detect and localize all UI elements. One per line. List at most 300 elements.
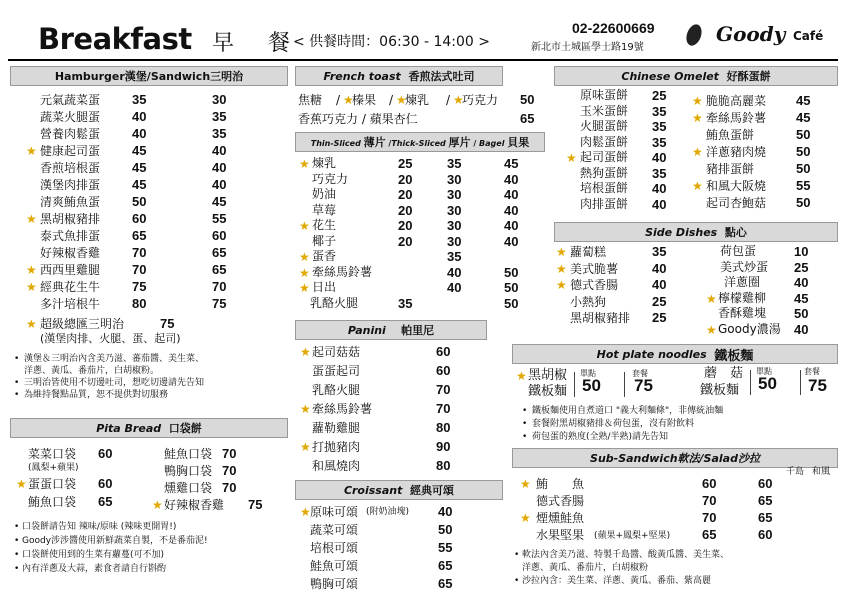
panini-price: 60 bbox=[436, 363, 451, 378]
star-icon: ★ bbox=[516, 369, 527, 383]
thick-en: Thick-Sliced bbox=[391, 139, 446, 148]
star-icon: ★ bbox=[300, 505, 311, 519]
bagel-cn: 貝果 bbox=[507, 136, 530, 149]
burger-price-single: 75 bbox=[132, 279, 147, 294]
french-header bbox=[295, 66, 503, 86]
hotplate-label: 套餐 bbox=[804, 367, 820, 376]
hotplate-label: 套餐 bbox=[632, 369, 648, 378]
burger-name: 香煎培根蛋 bbox=[40, 161, 101, 175]
toast-price: 40 bbox=[504, 202, 519, 218]
omelet-name: 原味蛋餅 bbox=[580, 88, 629, 102]
panini-price: 60 bbox=[436, 344, 451, 359]
star-icon: ★ bbox=[26, 263, 37, 277]
side-name: 美式脆薯 bbox=[570, 261, 619, 276]
omelet-price: 35 bbox=[652, 165, 667, 181]
omelet-price: 40 bbox=[652, 196, 667, 212]
burger-price-single: 60 bbox=[132, 211, 147, 226]
omelet-price: 40 bbox=[652, 181, 667, 196]
burger-price-set: 65 bbox=[212, 245, 227, 260]
pita-name: 鴨胸口袋 bbox=[164, 464, 213, 478]
omelet-name: 肉鬆蛋餅 bbox=[580, 134, 629, 149]
toast-price: 40 bbox=[504, 171, 519, 187]
toast-price: 30 bbox=[447, 187, 462, 202]
omelet-name: 起司蛋餅 bbox=[580, 150, 629, 164]
burger-name: 元氣蔬菜蛋 bbox=[40, 93, 101, 107]
hotplate-price: 75 bbox=[634, 376, 653, 395]
croissant-name: 原味可頌 bbox=[310, 505, 359, 519]
burger-price-single: 70 bbox=[132, 262, 147, 277]
star-icon: ★ bbox=[299, 157, 310, 171]
toast-name: 蛋香 bbox=[312, 249, 337, 263]
burger-note: 為維持餐點品質，恕不提供對切服務 bbox=[24, 390, 169, 400]
side-price: 40 bbox=[652, 277, 667, 292]
french-price: 50 bbox=[520, 92, 535, 107]
omelet-cn: 好酥蛋餅 bbox=[726, 70, 771, 83]
pita-name: 蛋蛋口袋 bbox=[28, 477, 77, 491]
burger-price-single: 50 bbox=[132, 194, 147, 209]
bullet: • bbox=[14, 378, 20, 388]
side-price: 40 bbox=[652, 260, 667, 276]
toast-price: 20 bbox=[398, 171, 413, 187]
omelet-price: 35 bbox=[652, 103, 667, 119]
bullet: • bbox=[14, 564, 20, 574]
omelet-price: 50 bbox=[796, 195, 811, 210]
panini-price: 70 bbox=[436, 382, 451, 397]
star-icon: ★ bbox=[26, 144, 37, 158]
subs-note: 洋蔥、黃瓜、番茄片，白胡椒粉 bbox=[522, 563, 649, 573]
burger-price-set: 35 bbox=[212, 126, 227, 141]
bullet: • bbox=[522, 406, 528, 416]
burger-name: 多汁培根牛 bbox=[40, 297, 101, 311]
side-price: 45 bbox=[794, 290, 809, 306]
bullet: • bbox=[522, 432, 528, 442]
header-address: 新北市土城區學士路19號 bbox=[531, 42, 644, 53]
omelet-price: 50 bbox=[796, 127, 811, 142]
pita-price: 60 bbox=[98, 476, 113, 491]
bullet: • bbox=[514, 576, 520, 586]
burger-price-set: 65 bbox=[212, 262, 227, 277]
side-price: 25 bbox=[652, 293, 667, 309]
omelet-name: 洋蔥豬肉燒 bbox=[706, 145, 767, 159]
burger-price-single: 45 bbox=[132, 177, 147, 192]
side-name: 德式香腸 bbox=[570, 278, 619, 292]
side-name: Goody濃湯 bbox=[718, 321, 781, 336]
divider bbox=[750, 370, 751, 395]
brand-logo: Goody bbox=[716, 22, 786, 46]
panini-price: 80 bbox=[436, 458, 451, 473]
side-price: 40 bbox=[794, 275, 809, 290]
subs-name: 煙燻鮭魚 bbox=[536, 511, 585, 525]
side-name: 香酥雞塊 bbox=[718, 306, 767, 320]
omelet-name: 熱狗蛋餅 bbox=[580, 165, 629, 180]
burger-name: 蔬菜火腿蛋 bbox=[40, 110, 101, 124]
toast-header: Thin-Sliced 薄片 /Thick-Sliced 厚片 / Bagel 貝果 bbox=[295, 132, 545, 152]
side-price: 35 bbox=[652, 244, 667, 259]
side-price: 40 bbox=[794, 321, 809, 337]
burger-note: 洋蔥、黃瓜、番茄片，白胡椒粉。 bbox=[24, 366, 160, 376]
croissant-header bbox=[295, 480, 503, 500]
toast-price: 30 bbox=[447, 218, 462, 233]
toast-name: 椰子 bbox=[312, 233, 337, 248]
hotplate-name: 鐵板麵 bbox=[528, 384, 568, 399]
toast-price: 45 bbox=[504, 156, 519, 171]
croissant-price: 65 bbox=[438, 558, 453, 573]
side-price: 10 bbox=[794, 244, 809, 259]
divider bbox=[800, 370, 801, 395]
burger-price-set: 60 bbox=[212, 228, 227, 243]
burger-title: Hamburger漢堡/Sandwich三明治 bbox=[54, 70, 244, 83]
hotplate-name: 鐵板麵 bbox=[700, 383, 740, 398]
bullet: • bbox=[14, 550, 20, 560]
star-icon: ★ bbox=[300, 440, 311, 454]
side-name: 檸檬雞柳 bbox=[718, 290, 767, 305]
toast-name: 巧克力 bbox=[312, 171, 349, 186]
omelet-price: 50 bbox=[796, 144, 811, 159]
subs-price: 65 bbox=[758, 493, 773, 508]
french-flavor: 榛果 bbox=[352, 93, 377, 107]
toast-price: 35 bbox=[447, 156, 462, 171]
panini-price: 70 bbox=[436, 401, 451, 416]
header-phone: 02-22600669 bbox=[572, 20, 655, 36]
pita-note-fruit: (鳳梨+蘋果) bbox=[28, 463, 79, 473]
omelet-name: 豬排蛋餅 bbox=[706, 162, 755, 176]
thin-en: Thin-Sliced bbox=[310, 139, 361, 148]
bullet: • bbox=[14, 354, 20, 364]
omelet-header bbox=[554, 66, 838, 86]
toast-price: 50 bbox=[504, 295, 519, 311]
star-icon: ★ bbox=[556, 261, 567, 276]
subs-price: 70 bbox=[702, 493, 717, 508]
omelet-price: 55 bbox=[796, 178, 811, 193]
header-cn: 早 餐 bbox=[212, 31, 297, 56]
panini-name: 起司菇菇 bbox=[312, 345, 361, 359]
croissant-name: 鴨胸可頌 bbox=[310, 577, 359, 591]
toast-price: 50 bbox=[504, 264, 519, 280]
toast-name: 草莓 bbox=[312, 202, 337, 217]
omelet-name: 牽絲馬鈴薯 bbox=[706, 111, 767, 125]
side-price: 25 bbox=[794, 259, 809, 275]
hotplate-title: Hot plate noodles bbox=[596, 347, 707, 361]
toast-price: 20 bbox=[398, 218, 413, 233]
burger-price-single: 45 bbox=[132, 143, 147, 158]
sides-header bbox=[554, 222, 838, 242]
croissant-name: 培根可頌 bbox=[310, 541, 359, 555]
toast-name: 奶油 bbox=[312, 187, 337, 201]
pita-header bbox=[10, 418, 288, 438]
burger-price-single: 70 bbox=[132, 245, 147, 260]
toast-price: 30 bbox=[447, 233, 462, 249]
pita-note: Goody涉涉醬使用新鮮蔬菜自製，不是番茄泥! bbox=[22, 536, 208, 546]
star-icon: ★ bbox=[692, 111, 703, 125]
panini-name: 蛋蛋起司 bbox=[312, 364, 361, 378]
burger-header bbox=[10, 66, 288, 86]
burger-price-single: 40 bbox=[132, 109, 147, 124]
star-icon: ★ bbox=[300, 402, 311, 416]
star-icon: ★ bbox=[520, 477, 531, 491]
burger-note: 三明治皆使用不切邊吐司，想吃切邊請先告知 bbox=[24, 378, 205, 388]
side-name: 美式炒蛋 bbox=[720, 259, 769, 274]
burger-price-set: 70 bbox=[212, 279, 227, 294]
hotplate-price: 75 bbox=[808, 376, 827, 395]
omelet-name: 火腿蛋餅 bbox=[580, 119, 629, 133]
subs-note: 軟法內含美乃滋、特製千島醬、酸黃瓜醬、美生菜、 bbox=[522, 550, 730, 560]
omelet-price: 25 bbox=[652, 88, 667, 103]
subs-note: 沙拉內含：美生菜、洋蔥、黃瓜、番茄、紫高麗 bbox=[522, 576, 712, 586]
subs-price: 65 bbox=[758, 510, 773, 525]
burger-name: 經典花生牛 bbox=[40, 280, 101, 294]
omelet-price: 40 bbox=[652, 150, 667, 165]
subs-price: 60 bbox=[758, 476, 773, 491]
toast-name: 日出 bbox=[312, 280, 337, 294]
burger-price-single: 65 bbox=[132, 228, 147, 243]
subs-name: 德式香腸 bbox=[536, 494, 585, 508]
star-icon: ★ bbox=[566, 151, 577, 165]
burger-name: 營養肉鬆蛋 bbox=[40, 127, 101, 141]
pita-note: 內有洋蔥及大蒜，素食者請自行斟酌 bbox=[22, 564, 167, 574]
subs-name: 水果堅果 bbox=[536, 528, 585, 542]
croissant-title: Croissant bbox=[343, 483, 403, 497]
french-line2: 香蕉巧克力 / 蘋果杏仁 bbox=[298, 112, 418, 126]
thick-cn: 厚片 bbox=[448, 136, 471, 149]
bullet: • bbox=[522, 419, 528, 429]
star-icon: ★ bbox=[692, 179, 703, 193]
toast-name: 煉乳 bbox=[312, 156, 337, 170]
pita-price: 70 bbox=[222, 480, 237, 495]
star-icon: ★ bbox=[152, 498, 163, 512]
hotplate-name: 蘑 菇 bbox=[704, 366, 744, 381]
french-flavor: 煉乳 bbox=[405, 93, 430, 107]
pita-name: 鮭魚口袋 bbox=[164, 447, 213, 461]
burger-price-set: 30 bbox=[212, 92, 227, 107]
divider bbox=[624, 372, 625, 397]
panini-header bbox=[295, 320, 487, 340]
side-name: 洋蔥圈 bbox=[724, 275, 761, 289]
pita-price: 70 bbox=[222, 446, 237, 461]
pita-price: 60 bbox=[98, 446, 113, 461]
star-icon: ★ bbox=[300, 345, 311, 359]
toast-name: 花生 bbox=[312, 218, 337, 232]
combo-name: 超級總匯三明治 bbox=[40, 317, 125, 331]
burger-price-set: 35 bbox=[212, 109, 227, 124]
pita-name: 菜菜口袋 bbox=[28, 447, 77, 461]
omelet-title: Chinese Omelet bbox=[621, 69, 719, 83]
panini-title: Panini bbox=[347, 323, 386, 337]
thin-cn: 薄片 bbox=[363, 136, 386, 149]
header-title: Breakfast bbox=[38, 22, 192, 56]
burger-price-single: 40 bbox=[132, 126, 147, 141]
croissant-name: 鮭魚可頌 bbox=[310, 559, 359, 573]
omelet-price: 45 bbox=[796, 93, 811, 108]
panini-cn: 帕里尼 bbox=[401, 324, 435, 337]
header-hours: < 供餐時間：06:30 - 14:00 > bbox=[293, 34, 491, 50]
subs-price: 70 bbox=[702, 510, 717, 525]
divider bbox=[574, 372, 575, 397]
sides-cn: 點心 bbox=[724, 226, 747, 239]
toast-price: 40 bbox=[504, 218, 519, 233]
french-price: 65 bbox=[520, 111, 535, 126]
toast-price: 40 bbox=[504, 187, 519, 202]
star-icon: ★ bbox=[706, 291, 717, 306]
subs-header bbox=[512, 448, 838, 468]
star-icon: ★ bbox=[453, 93, 464, 107]
hotplate-note: 套餐附黑胡椒豬排＆荷包蛋，沒有附飲料 bbox=[532, 419, 695, 429]
toast-price: 40 bbox=[447, 280, 462, 295]
star-icon: ★ bbox=[343, 93, 354, 107]
separator: / bbox=[389, 93, 394, 107]
brand-cafe: Café bbox=[793, 29, 824, 43]
burger-name: 西西里雞腿 bbox=[40, 263, 101, 277]
side-price: 50 bbox=[794, 306, 809, 321]
combo-note: (漢堡肉排、火腿、蛋、起司) bbox=[40, 332, 181, 345]
side-name: 蘿蔔糕 bbox=[570, 245, 607, 259]
star-icon: ★ bbox=[556, 245, 567, 259]
hotplate-name: 黑胡椒 bbox=[528, 368, 568, 383]
pita-cn: 口袋餅 bbox=[168, 422, 202, 435]
toast-name: 牽絲馬鈴薯 bbox=[312, 264, 373, 279]
subs-title: Sub-Sandwich軟法/Salad沙拉 bbox=[590, 452, 760, 465]
toast-price: 30 bbox=[447, 202, 462, 218]
croissant-price: 40 bbox=[438, 504, 453, 519]
pita-name: 燻雞口袋 bbox=[164, 481, 213, 495]
croissant-note: (附奶油塊) bbox=[366, 507, 410, 517]
croissant-price: 65 bbox=[438, 576, 453, 591]
burger-price-set: 40 bbox=[212, 160, 227, 175]
pita-title: Pita Bread bbox=[96, 421, 162, 435]
omelet-price: 50 bbox=[796, 161, 811, 176]
omelet-price: 45 bbox=[796, 110, 811, 125]
side-name: 黑胡椒豬排 bbox=[570, 311, 631, 325]
bagel-en: Bagel bbox=[479, 139, 505, 148]
panini-name: 牽絲馬鈴薯 bbox=[312, 402, 373, 416]
coffee-bean-icon bbox=[684, 22, 705, 47]
star-icon: ★ bbox=[556, 278, 567, 292]
star-icon: ★ bbox=[299, 265, 310, 280]
french-flavor: 焦糖 bbox=[298, 93, 323, 107]
toast-price: 50 bbox=[504, 280, 519, 295]
panini-price: 90 bbox=[436, 439, 451, 454]
star-icon: ★ bbox=[692, 145, 703, 159]
toast-price: 40 bbox=[447, 264, 462, 280]
omelet-name: 和風大阪燒 bbox=[706, 179, 767, 193]
bullet: • bbox=[14, 390, 20, 400]
separator: / bbox=[336, 93, 341, 107]
pita-price: 70 bbox=[222, 463, 237, 478]
star-icon: ★ bbox=[520, 511, 531, 525]
burger-name: 清爽鮪魚蛋 bbox=[40, 195, 101, 209]
toast-price: 20 bbox=[398, 233, 413, 249]
toast-name: 乳酪火腿 bbox=[310, 295, 359, 310]
star-icon: ★ bbox=[16, 477, 27, 491]
burger-price-set: 55 bbox=[212, 211, 227, 226]
pita-price: 65 bbox=[98, 494, 113, 509]
subs-fruit-note: (蘋果+鳳梨+堅果) bbox=[594, 531, 671, 541]
subs-price: 60 bbox=[758, 527, 773, 542]
hotplate-note: 荷包蛋的熟度(全熟/半熟)請先告知 bbox=[532, 432, 669, 442]
hotplate-note: 鐵板麵使用自煮道口 "義大利麵條"，非傳統油麵 bbox=[532, 406, 724, 416]
star-icon: ★ bbox=[26, 280, 37, 294]
star-icon: ★ bbox=[26, 212, 37, 226]
side-price: 25 bbox=[652, 310, 667, 325]
subs-name: 鮪 魚 bbox=[536, 477, 585, 491]
star-icon: ★ bbox=[299, 219, 310, 233]
omelet-name: 脆脆高麗菜 bbox=[706, 94, 767, 108]
combo-price: 75 bbox=[160, 316, 175, 331]
french-cn: 香煎法式吐司 bbox=[408, 70, 475, 83]
toast-price: 35 bbox=[398, 295, 413, 311]
subs-price: 65 bbox=[702, 527, 717, 542]
toast-price: 25 bbox=[398, 156, 413, 171]
bullet: • bbox=[14, 522, 20, 532]
toast-price: 30 bbox=[447, 171, 462, 187]
croissant-cn: 經典可頌 bbox=[410, 484, 455, 497]
panini-name: 乳酪火腿 bbox=[312, 383, 361, 397]
header-divider bbox=[8, 59, 838, 61]
star-icon: ★ bbox=[299, 281, 310, 295]
hotplate-label: 單點 bbox=[756, 367, 772, 376]
burger-name: 漢堡肉排蛋 bbox=[40, 178, 101, 192]
bullet: • bbox=[14, 536, 20, 546]
subs-price: 60 bbox=[702, 476, 717, 491]
separator: / bbox=[446, 93, 451, 107]
hotplate-label: 單點 bbox=[580, 369, 596, 378]
panini-price: 80 bbox=[436, 420, 451, 435]
sides-title: Side Dishes bbox=[645, 225, 718, 239]
burger-price-set: 40 bbox=[212, 177, 227, 192]
panini-name: 和風燒肉 bbox=[312, 459, 361, 473]
pita-name: 鮪魚口袋 bbox=[28, 495, 77, 509]
bullet: • bbox=[514, 550, 520, 560]
burger-price-single: 45 bbox=[132, 160, 147, 175]
star-icon: ★ bbox=[692, 94, 703, 108]
burger-price-set: 40 bbox=[212, 143, 227, 158]
toast-price: 20 bbox=[398, 187, 413, 202]
omelet-name: 玉米蛋餅 bbox=[580, 103, 629, 118]
burger-name: 健康起司蛋 bbox=[40, 144, 101, 158]
omelet-name: 起司杏鮑菇 bbox=[706, 196, 767, 210]
burger-name: 泰式魚排蛋 bbox=[40, 229, 101, 243]
french-flavor: 巧克力 bbox=[462, 93, 499, 107]
burger-price-single: 35 bbox=[132, 92, 147, 107]
omelet-name: 培根蛋餅 bbox=[580, 181, 629, 195]
omelet-price: 35 bbox=[652, 119, 667, 134]
star-icon: ★ bbox=[26, 317, 37, 331]
croissant-price: 50 bbox=[438, 522, 453, 537]
star-icon: ★ bbox=[299, 250, 310, 264]
pita-note: 口袋餅請告知 辣味/原味 (辣味更開胃!) bbox=[22, 522, 177, 532]
hotplate-header bbox=[512, 344, 838, 364]
hotplate-cn: 鐵板麵 bbox=[714, 348, 754, 364]
croissant-name: 蔬菜可頌 bbox=[310, 523, 359, 537]
hotplate-price: 50 bbox=[758, 374, 777, 393]
hotplate-price: 50 bbox=[582, 376, 601, 395]
star-icon: ★ bbox=[706, 322, 717, 337]
toast-price: 20 bbox=[398, 202, 413, 218]
pita-note: 口袋餅使用到的生菜有蘿蔓(可不加) bbox=[22, 550, 165, 560]
burger-note: 漢堡＆三明治內含美乃滋、蕃茄醬、美生菜、 bbox=[24, 354, 205, 364]
side-name: 小熱狗 bbox=[570, 294, 607, 309]
burger-name: 黑胡椒豬排 bbox=[40, 212, 101, 226]
side-name: 荷包蛋 bbox=[720, 244, 757, 258]
star-icon: ★ bbox=[396, 93, 407, 107]
pita-price: 75 bbox=[248, 497, 263, 512]
burger-price-set: 45 bbox=[212, 194, 227, 209]
burger-price-set: 75 bbox=[212, 296, 227, 311]
omelet-name: 肉排蛋餅 bbox=[580, 196, 629, 211]
burger-price-single: 80 bbox=[132, 296, 147, 311]
subs-col2: 和風 bbox=[812, 467, 831, 477]
croissant-price: 55 bbox=[438, 540, 453, 555]
pita-name: 好辣椒香雞 bbox=[164, 498, 225, 512]
